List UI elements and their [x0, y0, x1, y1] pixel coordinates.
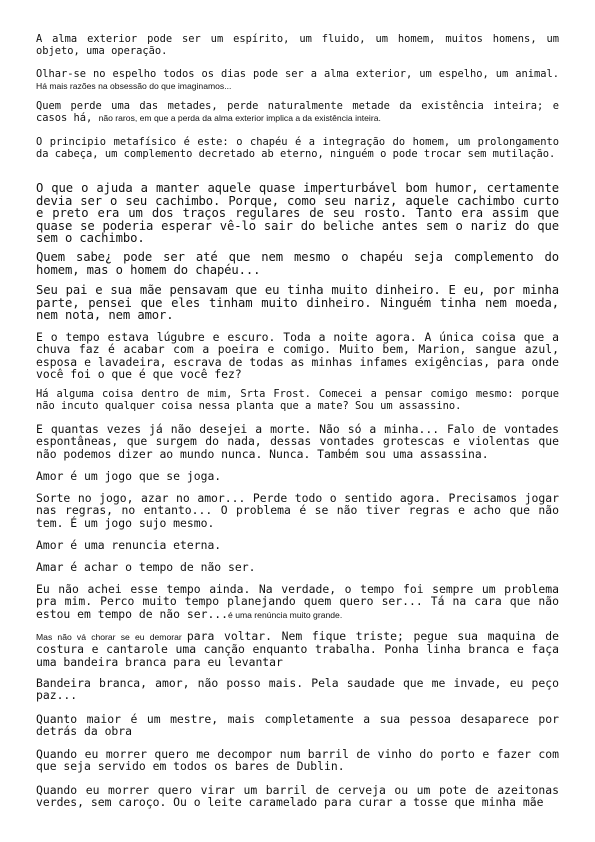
- paragraph-text: Seu pai e sua mãe pensavam que eu tinha muito dinheiro. E eu, por minha parte, pensei que eles tinham muito dinheiro. Ninguém tinha nem moeda, nem nota, nem amor.: [36, 283, 559, 323]
- paragraph-text: Bandeira branca, amor, não posso mais. Pela saudade que me invade, eu peço paz...: [36, 676, 559, 703]
- paragraph-text: Quem sabe¿ pode ser até que nem mesmo o chapéu seja complemento do homem, mas o homem do chapéu...: [36, 250, 559, 277]
- paragraph-homem-do-chapeu: [36, 251, 559, 276]
- paragraph-text: E o tempo estava lúgubre e escuro. Toda a noite agora. A única coisa que a chuva faz é acabar com a poeira e comigo. Muito bem, Marion, sangue azul, esposa e lavadeira, escrava de todas as minhas infames exigências, para onde você foi o que é que você fez?: [36, 330, 559, 382]
- paragraph-text: Amar é achar o tempo de não ser.: [36, 560, 256, 574]
- paragraph-amor-jogo: [36, 470, 559, 482]
- paragraph-chapeu-principio: [36, 137, 559, 161]
- paragraph-tempo-lugubre: [36, 331, 559, 381]
- paragraph-text-sans: não raros, em que a perda da alma exterior implica a da existência inteira.: [98, 112, 381, 123]
- paragraph-amar: [36, 561, 559, 573]
- paragraph-bandeira-branca-costura: [36, 630, 559, 668]
- paragraph-text: O principio metafísico é este: o chapéu é a integração do homem, um prolongamento da cabeça, um complemento decretado ab eterno, ninguém o pode trocar sem mutilação.: [36, 136, 559, 160]
- paragraph-text: para voltar. Nem fique triste; pegue sua maquina de costura e cantarole uma canção enquanto trabalha. Ponha linha branca e faça uma bandeira branca para eu levantar: [36, 629, 559, 669]
- paragraph-text: A alma exterior pode ser um espírito, um fluido, um homem, muitos homens, um objeto, uma operação.: [36, 33, 559, 57]
- paragraph-espelho: [36, 69, 559, 93]
- paragraph-renuncia-eterna: [36, 539, 559, 551]
- paragraph-tempo-de-nao-ser: [36, 583, 559, 621]
- paragraph-assassina: [36, 423, 559, 460]
- paragraph-text-sans: Mas não vá chorar se eu demorar: [36, 632, 187, 642]
- paragraph-text-sans: é uma renúncia muito grande.: [228, 609, 343, 620]
- paragraph-mestre: [36, 713, 559, 738]
- paragraph-cachimbo: [36, 182, 559, 245]
- paragraph-dinheiro: [36, 284, 559, 322]
- paragraph-text: O que o ajuda a manter aquele quase imperturbável bom humor, certamente devia ser o seu cachimbo. Porque, como seu nariz, aquele cachimbo curto e preto era um dos traços regulares de seu rosto. Tanto era assim que quase se poderia esperar vê-lo sair do beliche antes sem o nariz do que sem o cachimbo.: [36, 181, 559, 246]
- paragraph-text: Eu não achei esse tempo ainda. Na verdade, o tempo foi sempre um problema pra mim. Perco muito tempo planejando quem quero ser... Tá na cara que não estou em tempo de não ser...: [36, 582, 559, 621]
- paragraph-text-sans: Há mais razões na obsessão do que imaginamos...: [36, 80, 232, 91]
- paragraph-text: Quanto maior é um mestre, mais completamente a sua pessoa desaparece por detrás da obra: [36, 712, 559, 739]
- paragraph-text: Quem perde uma das metades, perde naturalmente metade da existência inteira; e casos há,: [36, 100, 559, 124]
- paragraph-text: Há alguma coisa dentro de mim, Srta Frost. Comecei a pensar comigo mesmo: porque não incuto qualquer coisa nessa planta que a mate? Sou um assassino.: [36, 388, 559, 412]
- paragraph-text: Amor é um jogo que se joga.: [36, 469, 222, 483]
- paragraph-barril-de-cerveja: [36, 784, 559, 809]
- paragraph-alma-exterior: [36, 34, 559, 58]
- paragraph-srta-frost: [36, 389, 559, 413]
- paragraph-sorte-no-jogo: [36, 492, 559, 529]
- paragraph-text: Amor é uma renuncia eterna.: [36, 538, 222, 552]
- paragraph-bandeira-branca-paz: [36, 677, 559, 702]
- paragraph-vinho-do-porto: [36, 748, 559, 773]
- paragraph-text: E quantas vezes já não desejei a morte. Não só a minha... Falo de vontades espontâneas, que surgem do nada, dessas vontades grotescas e violentas que não podemos dizer ao mundo nunca. Nunca. Também sou uma assassina.: [36, 422, 559, 461]
- paragraph-text: Quando eu morrer quero me decompor num barril de vinho do porto e fazer com que seja servido em todos os bares de Dublin.: [36, 747, 559, 774]
- paragraph-text: Sorte no jogo, azar no amor... Perde todo o sentido agora. Precisamos jogar nas regras, no entanto... O problema é se não tiver regras e acho que não tem. É um jogo sujo mesmo.: [36, 491, 559, 530]
- paragraph-text: Olhar-se no espelho todos os dias pode ser a alma exterior, um espelho, um animal.: [36, 68, 559, 80]
- paragraph-text: Quando eu morrer quero virar um barril de cerveja ou um pote de azeitonas verdes, sem caroço. Ou o leite caramelado para curar a tosse que minha mãe: [36, 783, 559, 810]
- paragraph-metades: [36, 101, 559, 125]
